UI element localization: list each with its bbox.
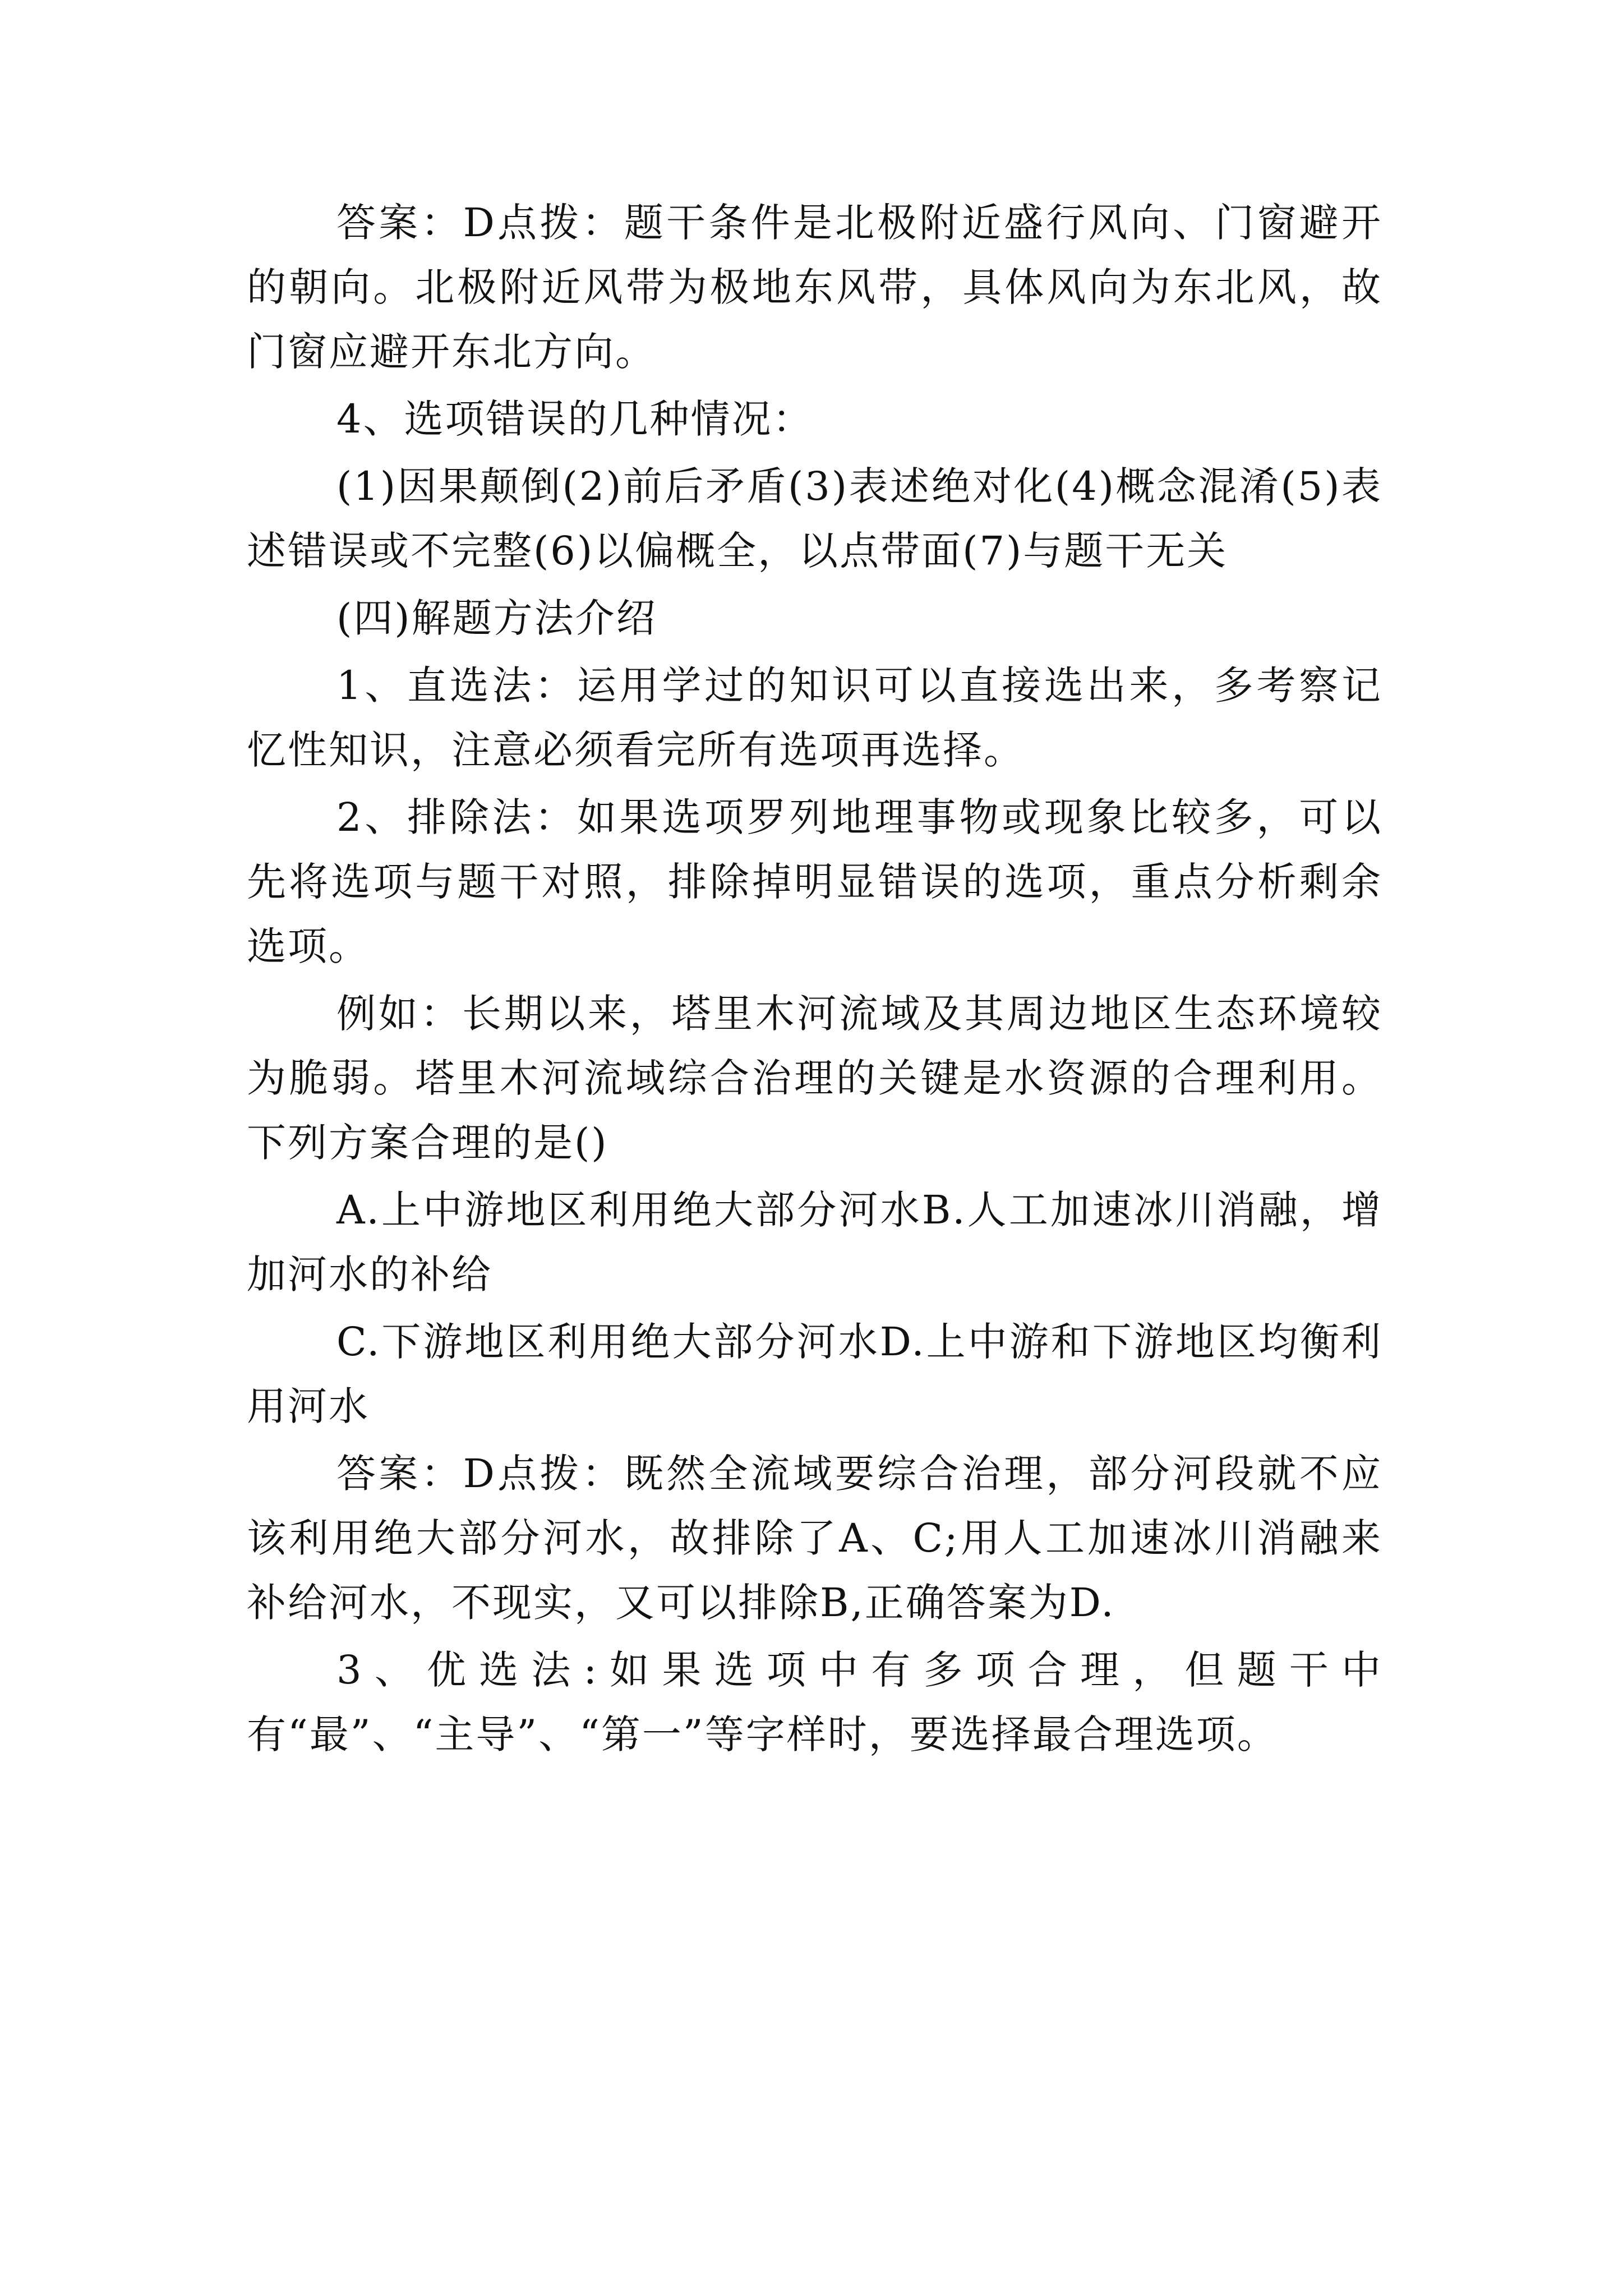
option-errors-list: (1)因果颠倒(2)前后矛盾(3)表述绝对化(4)概念混淆(5)表述错误或不完整(6)以偏概全，以点带面(7)与题干无关 [247,463,1382,574]
method-elimination: 2、排除法：如果选项罗列地理事物或现象比较多，可以先将选项与题干对照，排除掉明显错误的选项，重点分析剩余选项。 [247,794,1382,969]
method-optimal-selection: 3、优选法:如果选项中有多项合理，但题干中有“最”、“主导”、“第一”等字样时，要选择最合理选项。 [247,1647,1382,1757]
method-direct-selection: 1、直选法：运用学过的知识可以直接选出来，多考察记忆性知识，注意必须看完所有选项再选择。 [247,662,1382,773]
section-option-errors-heading: 4、选项错误的几种情况： [336,396,814,442]
answer-paragraph-2: 答案：D点拨：既然全流域要综合治理，部分河段就不应该利用绝大部分河水，故排除了A、C;用人工加速冰川消融来补给河水，不现实，又可以排除B,正确答案为D. [247,1451,1382,1626]
example-options-ab: A.上中游地区利用绝大部分河水B.人工加速冰川消融，增加河水的补给 [247,1187,1382,1297]
section-methods-heading: (四)解题方法介绍 [336,595,657,641]
document-page [247,191,1382,1770]
answer-paragraph-1: 答案：D点拨：题干条件是北极附近盛行风向、门窗避开的朝向。北极附近风带为极地东风带，具体风向为东北风，故门窗应避开东北方向。 [247,200,1382,375]
example-question: 例如：长期以来，塔里木河流域及其周边地区生态环境较为脆弱。塔里木河流域综合治理的关键是水资源的合理利用。下列方案合理的是() [247,991,1382,1166]
example-options-cd: C.下游地区利用绝大部分河水D.上中游和下游地区均衡利用河水 [247,1319,1382,1429]
